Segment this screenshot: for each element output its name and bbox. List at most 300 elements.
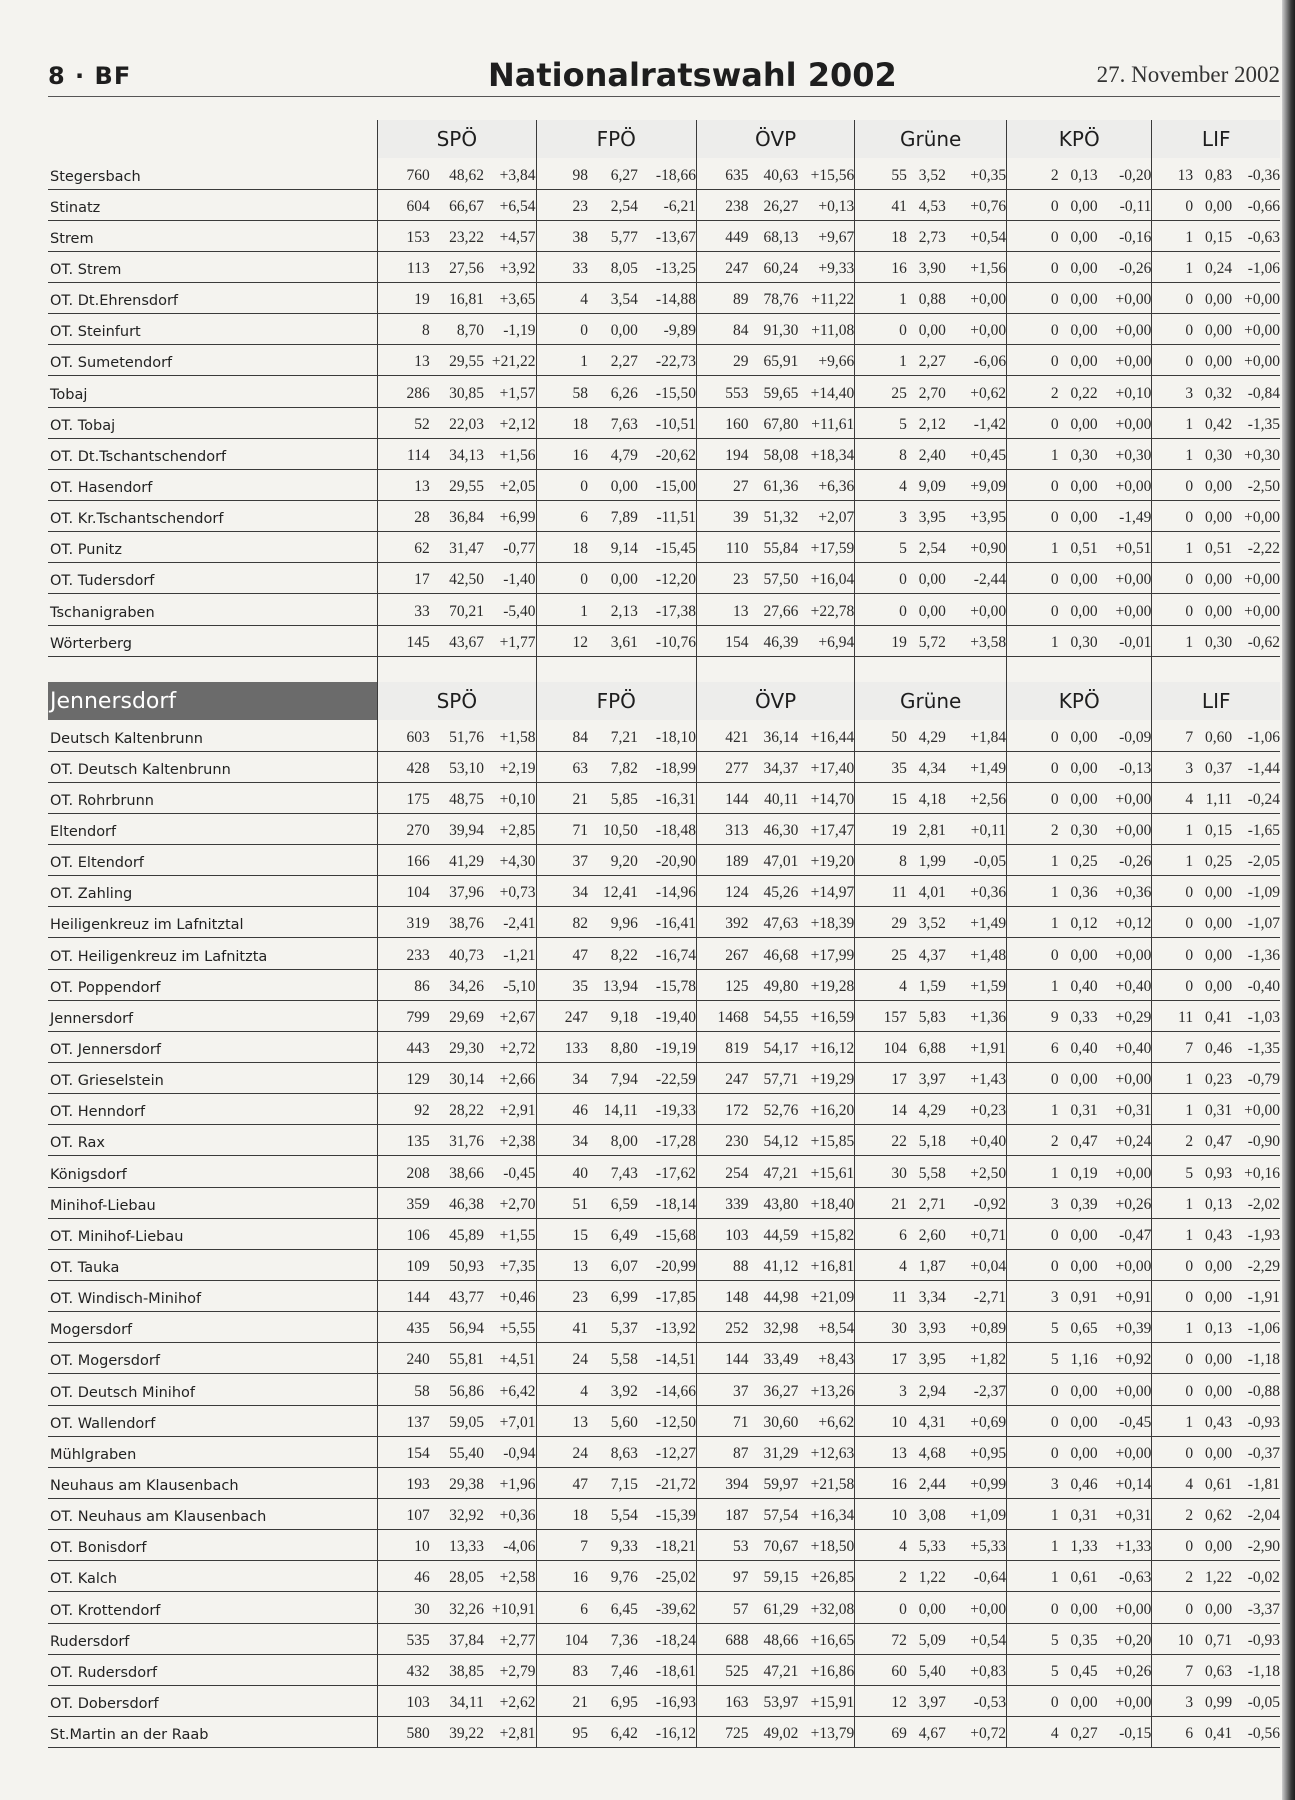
cell-change: +22,78	[798, 594, 854, 625]
cell-percent: 8,63	[588, 1436, 638, 1467]
cell-change: +0,30	[1232, 438, 1280, 469]
cell-change: +2,56	[946, 782, 1007, 813]
cell-votes: 51	[536, 1187, 588, 1218]
cell-percent: 0,00	[1059, 501, 1098, 532]
cell-change: +0,89	[946, 1312, 1007, 1343]
cell-votes: 124	[696, 876, 748, 907]
table-row	[48, 1063, 1280, 1094]
cell-votes: 5	[1007, 1623, 1059, 1654]
cell-votes: 535	[378, 1623, 430, 1654]
cell-percent: 44,59	[749, 1218, 799, 1249]
cell-votes: 233	[378, 938, 430, 969]
cell-votes: 0	[1152, 907, 1193, 938]
cell-change: +17,99	[798, 938, 854, 969]
place-name: OT. Rohrbrunn	[48, 782, 378, 813]
cell-change: +18,40	[798, 1187, 854, 1218]
cell-change: +18,50	[798, 1530, 854, 1561]
cell-percent: 30,85	[430, 376, 484, 407]
cell-percent: 2,60	[907, 1218, 946, 1249]
cell-percent: 23,22	[430, 220, 484, 251]
cell-change: +0,00	[1232, 1094, 1280, 1125]
cell-change: +2,81	[484, 1717, 536, 1748]
party-header-spoe: SPÖ	[378, 120, 536, 158]
cell-percent: 5,58	[588, 1343, 638, 1374]
cell-change: -2,02	[1232, 1187, 1280, 1218]
cell-percent: 9,14	[588, 532, 638, 563]
cell-change: +16,20	[798, 1094, 854, 1125]
cell-votes: 114	[378, 438, 430, 469]
cell-change: +0,26	[1098, 1654, 1152, 1685]
place-name: Tschanigraben	[48, 594, 378, 625]
cell-votes: 21	[855, 1187, 907, 1218]
cell-change: +17,40	[798, 751, 854, 782]
cell-percent: 3,95	[907, 501, 946, 532]
cell-change: -3,37	[1232, 1592, 1280, 1623]
cell-change: +2,62	[484, 1685, 536, 1716]
cell-votes: 103	[378, 1685, 430, 1716]
cell-change: +0,00	[946, 594, 1007, 625]
cell-votes: 84	[696, 314, 748, 345]
party-header-lif: LIF	[1152, 682, 1280, 720]
cell-percent: 78,76	[749, 283, 799, 314]
cell-votes: 9	[1007, 1000, 1059, 1031]
page-number: 8 · BF	[48, 62, 132, 90]
cell-change: -1,93	[1232, 1218, 1280, 1249]
cell-change: +0,00	[1098, 1374, 1152, 1405]
cell-votes: 86	[378, 969, 430, 1000]
cell-change: +1,55	[484, 1218, 536, 1249]
cell-change: -1,65	[1232, 813, 1280, 844]
table-row	[48, 876, 1280, 907]
cell-percent: 0,15	[1193, 220, 1232, 251]
cell-votes: 30	[378, 1592, 430, 1623]
cell-votes: 525	[696, 1654, 748, 1685]
cell-votes: 23	[536, 189, 588, 220]
cell-percent: 45,26	[749, 876, 799, 907]
cell-change: +6,94	[798, 625, 854, 656]
cell-change: +4,30	[484, 845, 536, 876]
cell-change: -17,85	[638, 1281, 697, 1312]
table-row	[48, 1312, 1280, 1343]
cell-change: +0,91	[1098, 1281, 1152, 1312]
cell-votes: 21	[536, 782, 588, 813]
cell-change: -0,63	[1232, 220, 1280, 251]
cell-votes: 187	[696, 1499, 748, 1530]
cell-change: -1,49	[1098, 501, 1152, 532]
cell-votes: 11	[855, 1281, 907, 1312]
cell-votes: 0	[536, 563, 588, 594]
cell-change: +2,38	[484, 1125, 536, 1156]
cell-votes: 1	[1152, 1063, 1193, 1094]
cell-votes: 95	[536, 1717, 588, 1748]
cell-votes: 60	[855, 1654, 907, 1685]
cell-votes: 394	[696, 1467, 748, 1498]
cell-votes: 0	[1007, 1374, 1059, 1405]
cell-percent: 46,68	[749, 938, 799, 969]
cell-change: -11,51	[638, 501, 697, 532]
cell-votes: 13	[1152, 158, 1193, 189]
cell-percent: 48,75	[430, 782, 484, 813]
cell-percent: 9,76	[588, 1561, 638, 1592]
cell-percent: 28,22	[430, 1094, 484, 1125]
cell-percent: 40,73	[430, 938, 484, 969]
cell-votes: 1	[1007, 876, 1059, 907]
cell-votes: 3	[1152, 751, 1193, 782]
cell-change: +0,00	[1232, 501, 1280, 532]
cell-percent: 7,21	[588, 720, 638, 751]
cell-change: -39,62	[638, 1592, 697, 1623]
cell-votes: 238	[696, 189, 748, 220]
cell-votes: 0	[1152, 1592, 1193, 1623]
cell-change: +0,10	[1098, 376, 1152, 407]
table-row	[48, 845, 1280, 876]
cell-percent: 2,27	[588, 345, 638, 376]
cell-votes: 2	[1152, 1499, 1193, 1530]
cell-change: -2,41	[484, 907, 536, 938]
cell-percent: 68,13	[749, 220, 799, 251]
cell-percent: 39,22	[430, 1717, 484, 1748]
table-row	[48, 407, 1280, 438]
place-name: Deutsch Kaltenbrunn	[48, 720, 378, 751]
cell-change: +0,54	[946, 1623, 1007, 1654]
cell-change: +0,36	[946, 876, 1007, 907]
cell-percent: 56,86	[430, 1374, 484, 1405]
cell-percent: 29,55	[430, 469, 484, 500]
cell-percent: 0,43	[1193, 1405, 1232, 1436]
cell-percent: 3,08	[907, 1499, 946, 1530]
cell-change: +1,56	[484, 438, 536, 469]
cell-percent: 0,31	[1059, 1499, 1098, 1530]
cell-change: -12,20	[638, 563, 697, 594]
cell-votes: 4	[855, 1530, 907, 1561]
cell-change: +6,99	[484, 501, 536, 532]
cell-votes: 240	[378, 1343, 430, 1374]
cell-percent: 2,54	[907, 532, 946, 563]
cell-change: -1,81	[1232, 1467, 1280, 1498]
cell-change: -13,67	[638, 220, 697, 251]
cell-votes: 133	[536, 1031, 588, 1062]
cell-votes: 22	[855, 1125, 907, 1156]
cell-percent: 47,63	[749, 907, 799, 938]
results-table-section-1	[48, 120, 1280, 689]
district-heading: Jennersdorf	[48, 682, 378, 720]
cell-votes: 58	[378, 1374, 430, 1405]
results-body-jennersdorf	[48, 720, 1280, 1748]
cell-change: +7,35	[484, 1249, 536, 1280]
cell-change: -2,50	[1232, 469, 1280, 500]
cell-change: -12,27	[638, 1436, 697, 1467]
cell-percent: 0,60	[1193, 720, 1232, 751]
cell-votes: 107	[378, 1499, 430, 1530]
cell-change: +1,59	[946, 969, 1007, 1000]
cell-votes: 87	[696, 1436, 748, 1467]
cell-change: +16,12	[798, 1031, 854, 1062]
cell-votes: 428	[378, 751, 430, 782]
cell-votes: 0	[1007, 501, 1059, 532]
cell-change: -0,88	[1232, 1374, 1280, 1405]
header-rule	[48, 96, 1280, 97]
cell-votes: 277	[696, 751, 748, 782]
cell-change: +15,85	[798, 1125, 854, 1156]
cell-change: +6,62	[798, 1405, 854, 1436]
cell-votes: 6	[855, 1218, 907, 1249]
cell-change: -10,76	[638, 625, 697, 656]
cell-change: +0,31	[1098, 1499, 1152, 1530]
cell-percent: 4,67	[907, 1717, 946, 1748]
cell-votes: 27	[696, 469, 748, 500]
cell-votes: 82	[536, 907, 588, 938]
cell-votes: 71	[536, 813, 588, 844]
results-body-section-1	[48, 158, 1280, 688]
cell-percent: 7,82	[588, 751, 638, 782]
cell-change: -18,66	[638, 158, 697, 189]
cell-change: +2,07	[798, 501, 854, 532]
cell-percent: 0,24	[1193, 251, 1232, 282]
cell-change: +2,05	[484, 469, 536, 500]
cell-change: +0,00	[1098, 469, 1152, 500]
cell-percent: 5,85	[588, 782, 638, 813]
table-row	[48, 1125, 1280, 1156]
cell-percent: 2,44	[907, 1467, 946, 1498]
cell-change: +18,34	[798, 438, 854, 469]
cell-percent: 29,55	[430, 345, 484, 376]
table-row	[48, 563, 1280, 594]
cell-votes: 113	[378, 251, 430, 282]
cell-change: -0,40	[1232, 969, 1280, 1000]
cell-change: +0,35	[946, 158, 1007, 189]
cell-change: -0,63	[1098, 1561, 1152, 1592]
place-name: OT. Tobaj	[48, 407, 378, 438]
place-name: Eltendorf	[48, 813, 378, 844]
cell-votes: 0	[1007, 1405, 1059, 1436]
cell-percent: 0,39	[1059, 1187, 1098, 1218]
party-header-oevp: ÖVP	[696, 120, 854, 158]
cell-percent: 39,94	[430, 813, 484, 844]
cell-percent: 37,96	[430, 876, 484, 907]
place-header	[48, 120, 378, 158]
cell-votes: 2	[1007, 376, 1059, 407]
cell-change: -0,90	[1232, 1125, 1280, 1156]
cell-change: +9,33	[798, 251, 854, 282]
cell-percent: 0,25	[1059, 845, 1098, 876]
cell-change: +16,86	[798, 1654, 854, 1685]
party-header-row	[48, 682, 1280, 720]
cell-change: +9,09	[946, 469, 1007, 500]
cell-change: +1,49	[946, 907, 1007, 938]
cell-change: +0,29	[1098, 1000, 1152, 1031]
table-row	[48, 720, 1280, 751]
table-row	[48, 1499, 1280, 1530]
cell-votes: 13	[855, 1436, 907, 1467]
cell-change: +0,00	[1098, 938, 1152, 969]
cell-votes: 5	[1152, 1156, 1193, 1187]
cell-change: -2,37	[946, 1374, 1007, 1405]
cell-percent: 0,00	[588, 314, 638, 345]
cell-votes: 1	[1007, 845, 1059, 876]
cell-change: +2,79	[484, 1654, 536, 1685]
cell-change: +0,00	[1098, 813, 1152, 844]
cell-votes: 230	[696, 1125, 748, 1156]
cell-change: +0,04	[946, 1249, 1007, 1280]
cell-change: +11,08	[798, 314, 854, 345]
cell-change: +1,84	[946, 720, 1007, 751]
party-header-kpoe: KPÖ	[1007, 120, 1152, 158]
table-row	[48, 1405, 1280, 1436]
cell-percent: 66,67	[430, 189, 484, 220]
cell-percent: 4,31	[907, 1405, 946, 1436]
cell-votes: 69	[855, 1717, 907, 1748]
place-name: OT. Punitz	[48, 532, 378, 563]
cell-votes: 0	[1152, 1530, 1193, 1561]
cell-percent: 0,00	[1193, 345, 1232, 376]
cell-change: +2,70	[484, 1187, 536, 1218]
cell-change: -0,26	[1098, 251, 1152, 282]
cell-percent: 0,00	[1059, 594, 1098, 625]
cell-votes: 71	[696, 1405, 748, 1436]
cell-percent: 56,94	[430, 1312, 484, 1343]
cell-votes: 63	[536, 751, 588, 782]
cell-change: -0,45	[484, 1156, 536, 1187]
cell-percent: 0,91	[1059, 1281, 1098, 1312]
cell-percent: 1,99	[907, 845, 946, 876]
cell-percent: 0,00	[588, 469, 638, 500]
cell-change: -0,94	[484, 1436, 536, 1467]
cell-change: -1,18	[1232, 1654, 1280, 1685]
cell-change: -9,89	[638, 314, 697, 345]
cell-percent: 10,50	[588, 813, 638, 844]
place-name: Stinatz	[48, 189, 378, 220]
party-header-fpoe: FPÖ	[536, 120, 696, 158]
cell-votes: 53	[696, 1530, 748, 1561]
cell-votes: 580	[378, 1717, 430, 1748]
cell-percent: 9,33	[588, 1530, 638, 1561]
cell-change: +14,97	[798, 876, 854, 907]
cell-change: -1,35	[1232, 407, 1280, 438]
cell-change: +5,33	[946, 1530, 1007, 1561]
place-name: OT. Dt.Ehrensdorf	[48, 283, 378, 314]
cell-change: +13,79	[798, 1717, 854, 1748]
place-name: OT. Rax	[48, 1125, 378, 1156]
table-row	[48, 283, 1280, 314]
cell-percent: 0,23	[1193, 1063, 1232, 1094]
cell-change: +8,43	[798, 1343, 854, 1374]
cell-percent: 0,00	[1193, 938, 1232, 969]
cell-percent: 4,68	[907, 1436, 946, 1467]
place-name: OT. Tudersdorf	[48, 563, 378, 594]
cell-votes: 12	[855, 1685, 907, 1716]
cell-votes: 21	[536, 1685, 588, 1716]
cell-percent: 57,50	[749, 563, 799, 594]
cell-votes: 339	[696, 1187, 748, 1218]
cell-percent: 2,81	[907, 813, 946, 844]
cell-percent: 6,27	[588, 158, 638, 189]
cell-votes: 1	[1152, 1187, 1193, 1218]
cell-percent: 0,71	[1193, 1623, 1232, 1654]
cell-votes: 4	[855, 469, 907, 500]
table-row	[48, 1218, 1280, 1249]
table-row	[48, 376, 1280, 407]
cell-percent: 0,00	[1193, 907, 1232, 938]
cell-percent: 1,11	[1193, 782, 1232, 813]
cell-change: +0,00	[1098, 345, 1152, 376]
cell-change: -16,31	[638, 782, 697, 813]
cell-votes: 129	[378, 1063, 430, 1094]
cell-percent: 8,70	[430, 314, 484, 345]
cell-votes: 2	[1007, 1125, 1059, 1156]
cell-percent: 0,93	[1193, 1156, 1232, 1187]
cell-percent: 0,00	[1059, 751, 1098, 782]
cell-votes: 247	[696, 1063, 748, 1094]
cell-votes: 0	[1152, 563, 1193, 594]
cell-change: +0,00	[1098, 314, 1152, 345]
cell-change: -2,71	[946, 1281, 1007, 1312]
cell-votes: 0	[1152, 345, 1193, 376]
cell-percent: 0,00	[1193, 189, 1232, 220]
cell-change: +0,00	[1232, 345, 1280, 376]
cell-percent: 65,91	[749, 345, 799, 376]
cell-percent: 0,00	[1059, 1436, 1098, 1467]
cell-votes: 2	[1152, 1125, 1193, 1156]
cell-percent: 46,30	[749, 813, 799, 844]
cell-percent: 3,52	[907, 158, 946, 189]
cell-votes: 6	[1152, 1717, 1193, 1748]
cell-votes: 3	[1007, 1281, 1059, 1312]
cell-percent: 48,62	[430, 158, 484, 189]
cell-votes: 19	[855, 813, 907, 844]
cell-percent: 59,05	[430, 1405, 484, 1436]
cell-change: -18,21	[638, 1530, 697, 1561]
cell-percent: 49,02	[749, 1717, 799, 1748]
cell-percent: 27,66	[749, 594, 799, 625]
cell-votes: 0	[1007, 1436, 1059, 1467]
cell-percent: 1,59	[907, 969, 946, 1000]
cell-percent: 0,00	[1193, 969, 1232, 1000]
cell-change: -18,99	[638, 751, 697, 782]
place-name: OT. Minihof-Liebau	[48, 1218, 378, 1249]
cell-change: -20,62	[638, 438, 697, 469]
cell-votes: 24	[536, 1343, 588, 1374]
cell-change: -17,28	[638, 1125, 697, 1156]
cell-votes: 35	[536, 969, 588, 1000]
cell-percent: 26,27	[749, 189, 799, 220]
cell-percent: 38,66	[430, 1156, 484, 1187]
cell-change: -0,92	[946, 1187, 1007, 1218]
place-name: OT. Kalch	[48, 1561, 378, 1592]
place-name: Heiligenkreuz im Lafnitztal	[48, 907, 378, 938]
cell-percent: 0,00	[1193, 1249, 1232, 1280]
place-name: OT. Hasendorf	[48, 469, 378, 500]
cell-percent: 0,12	[1059, 907, 1098, 938]
cell-percent: 0,46	[1193, 1031, 1232, 1062]
cell-percent: 59,15	[749, 1561, 799, 1592]
cell-votes: 0	[1152, 594, 1193, 625]
cell-votes: 1	[855, 283, 907, 314]
cell-percent: 55,84	[749, 532, 799, 563]
cell-votes: 247	[536, 1000, 588, 1031]
cell-percent: 70,67	[749, 1530, 799, 1561]
cell-percent: 8,00	[588, 1125, 638, 1156]
cell-votes: 50	[855, 720, 907, 751]
cell-change: +0,46	[484, 1281, 536, 1312]
cell-votes: 5	[855, 407, 907, 438]
cell-votes: 3	[855, 501, 907, 532]
cell-percent: 31,76	[430, 1125, 484, 1156]
place-name: OT. Poppendorf	[48, 969, 378, 1000]
cell-percent: 0,13	[1193, 1187, 1232, 1218]
cell-change: -0,45	[1098, 1405, 1152, 1436]
cell-change: +1,48	[946, 938, 1007, 969]
cell-percent: 3,92	[588, 1374, 638, 1405]
